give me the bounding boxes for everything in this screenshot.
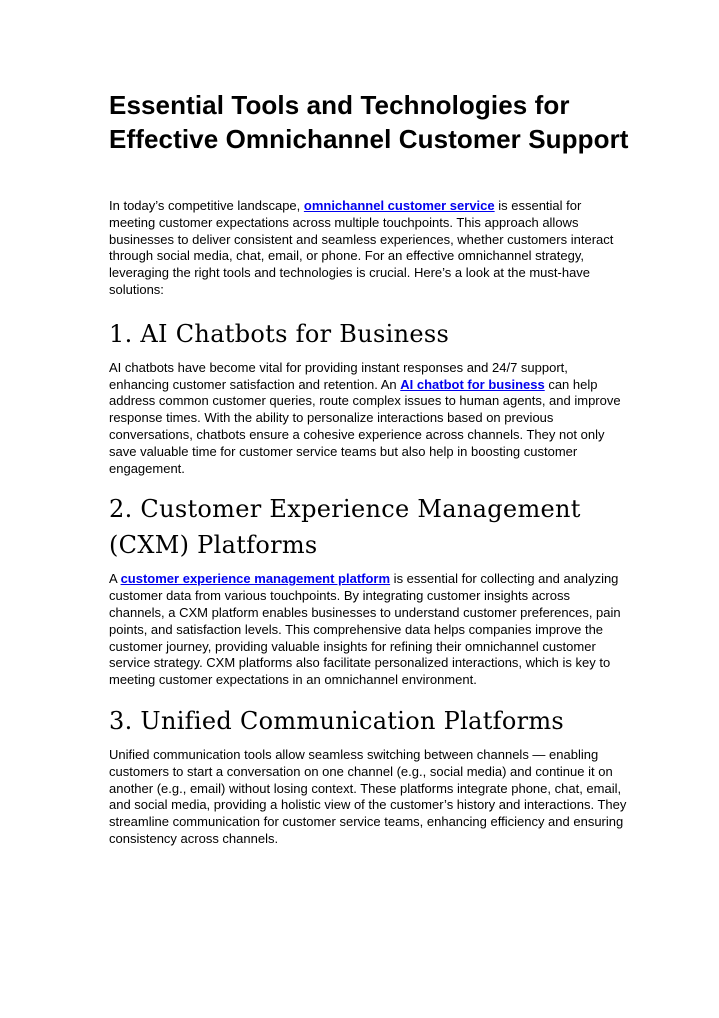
section-body-unified-communication: Unified communication tools allow seamless switching between channels — enabling customers to start a conversation on one channel (e.g., social media) and continue it on another (e.g., email) without losing context. These platforms integrate phone, chat, email, and social media, providing a holistic view of the customer’s history and interactions. They streamline communication for customer service teams, enhancing efficiency and ensuring consistency across channels. bbox=[109, 746, 627, 846]
document-page bbox=[109, 88, 629, 862]
intro-paragraph bbox=[109, 198, 629, 299]
section-body-cxm-platforms bbox=[109, 571, 629, 689]
section-text-after-link: can help address common customer queries, route complex issues to human agents, and improve response times. With the ability to personalize interactions based on previous conversations, chatbots ensure a cohesive experience across channels. They not only save valuable time for customer service teams but also help in boosting customer engagement. bbox=[109, 376, 621, 476]
section-heading-ai-chatbots: 1. AI Chatbots for Business bbox=[109, 319, 450, 348]
section-text-before-link: A bbox=[109, 571, 121, 587]
page-title: Essential Tools and Technologies for Effective Omnichannel Customer Support bbox=[109, 90, 629, 154]
section-text-before-link: AI chatbots have become vital for providing instant responses and 24/7 support, enhancing customer satisfaction and retention. An bbox=[109, 359, 568, 392]
section-text-after-link: is essential for collecting and analyzing customer data from various touchpoints. By integrating customer insights across channels, a CXM platform enables businesses to understand customer preferences, pain points, and satisfaction levels. This comprehensive data helps companies improve the customer journey, providing valuable insights for refining their omnichannel customer service strategy. CXM platforms also facilitate personalized interactions, which is key to meeting customer expectations in an omnichannel environment. bbox=[109, 571, 621, 688]
intro-text-before-link: In today’s competitive landscape, bbox=[109, 198, 304, 213]
section-body-ai-chatbots bbox=[109, 360, 629, 478]
intro-text-after-link: is essential for meeting customer expectations across multiple touchpoints. This approach allows businesses to deliver consistent and seamless experiences, whether customers interact through social media, chat, email, or phone. For an effective omnichannel strategy, leveraging the right tools and technologies is crucial. Here’s a look at the must-have solutions: bbox=[109, 198, 614, 297]
customer-experience-management-platform-link[interactable]: customer experience management platform bbox=[120, 571, 391, 587]
ai-chatbot-for-business-link[interactable]: AI chatbot for business bbox=[400, 376, 545, 392]
omnichannel-customer-service-link[interactable]: omnichannel customer service bbox=[303, 198, 495, 213]
section-heading-unified-communication: 3. Unified Communication Platforms bbox=[109, 706, 565, 735]
section-heading-cxm-platforms: 2. Customer Experience Management (CXM) Platforms bbox=[109, 495, 581, 560]
